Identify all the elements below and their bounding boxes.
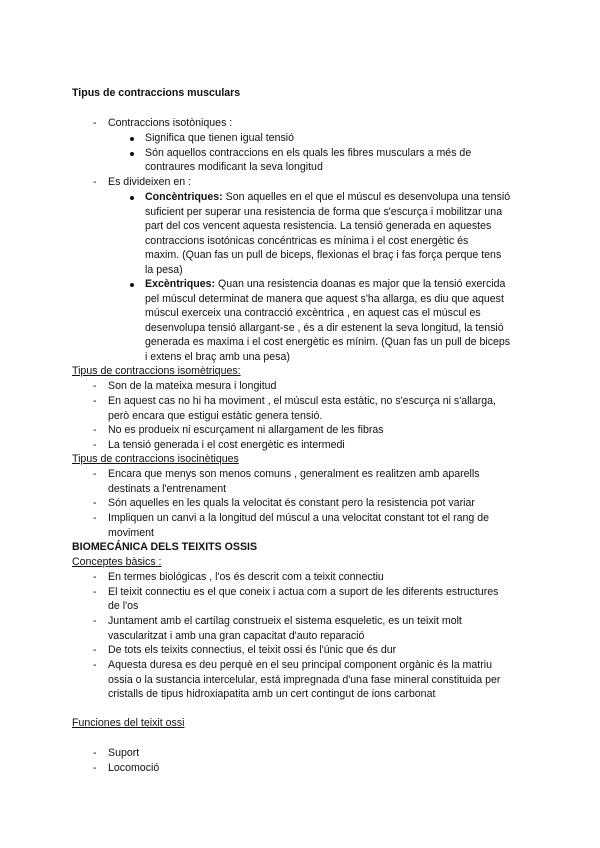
dash-bullet: -: [93, 395, 97, 407]
section-title: BIOMECÁNICA DELS TEIXITS OSSIS: [72, 541, 258, 553]
list-item: Aquesta duresa es deu perquè en el seu principal component orgànic és la matriu: [108, 659, 492, 671]
bullet-dot: [130, 196, 134, 200]
list-item: Son de la mateixa mesura i longitud: [108, 380, 277, 392]
term-text: Quan una resistencia doanas es major que la tensió exercida: [215, 278, 506, 290]
list-item: De tots els teixits connectius, el teixit ossi és l'únic que és dur: [108, 644, 397, 656]
list-item-cont: múscul exerceix una contracció excèntrica , en aquest cas el múscul es: [145, 307, 481, 319]
dash-bullet: -: [93, 512, 97, 524]
list-item: El teixit connectiu es el que coneix i actua com a suport de les diferents estructures: [108, 585, 499, 598]
list-item: Juntament amb el cartílag construeix el sistema esqueletic, es un teixit molt: [108, 615, 462, 627]
bullet-dot: [130, 152, 134, 156]
term-label: Excèntriques:: [145, 278, 216, 290]
dash-bullet: -: [93, 585, 97, 598]
term-label: Concèntriques:: [145, 191, 223, 203]
dash-bullet: -: [93, 615, 97, 627]
list-item: Són aquelles en les quals la velocitat és constant pero la resistencia pot variar: [108, 497, 475, 509]
list-item: No es produeix ni escurçament ni allargament de les fibras: [108, 424, 384, 436]
list-item-cont: destinats a l'entrenament: [108, 482, 227, 495]
list-item: En termes biológicas , l'os és descrit com a teixit connectiu: [108, 571, 384, 583]
list-item-cont: maxim. (Quan fas un pull de biceps, flexionas el braç i fas força perque tens: [145, 249, 502, 261]
list-item: La tensió generada i el cost energètic es intermedi: [108, 438, 345, 451]
list-item-cont: la pesa): [145, 263, 183, 276]
list-item-cont: moviment: [108, 526, 154, 539]
list-item-cont: ossia o la sustancia intercelular, está impregnada d'una fase mineral constituida per: [108, 673, 501, 686]
dash-bullet: -: [93, 497, 97, 509]
list-item-cont: contraccions isotónicas concéntricas es mínima i el cost energètic és: [145, 234, 469, 247]
section-title: Tipus de contraccions isocinètiques: [72, 453, 239, 465]
list-item: Es divideixen en :: [108, 176, 192, 188]
list-item-cont: desenvolupa tensió allargant-se , és a dir estenent la seva longitud, la tensió: [145, 321, 504, 334]
section-title: Funciones del teixit ossi: [72, 717, 185, 729]
list-item: Són aquellos contraccions en els quals les fibres musculars a més de: [145, 147, 472, 159]
list-item-cont: de l'os: [108, 600, 139, 612]
list-item-cont: contraures modificant la seva longitud: [145, 161, 323, 173]
dash-bullet: -: [93, 659, 97, 671]
dash-bullet: -: [93, 380, 97, 392]
list-item: [145, 277, 505, 292]
list-item: En aquest cas no hi ha moviment , el múscul esta estàtic, no s'escurça ni s'allarga,: [108, 395, 496, 407]
list-item: Contraccions isotòniques :: [108, 117, 233, 129]
list-item-cont: pel múscul determinat de manera que aquest s'ha allarga, es diu que aquest: [145, 292, 504, 305]
dash-bullet: -: [93, 468, 97, 480]
list-item-cont: generada es maxima i el cost energètic es mínim. (Quan fas un pull de biceps: [145, 336, 511, 348]
dash-bullet: -: [93, 762, 97, 774]
list-item: Significa que tienen igual tensió: [145, 132, 295, 144]
term-text: Son aquelles en el que el múscul es desenvolupa una tensió: [222, 191, 511, 203]
list-item-cont: vascularitzat i amb una gran capacitat d'auto reparació: [108, 629, 365, 642]
list-item-cont: suficient per superar una resistencia de forma que s'escurça i mobilitzar una: [145, 205, 503, 218]
dash-bullet: -: [93, 117, 97, 129]
section-subtitle: Conceptes bàsics :: [72, 556, 162, 568]
list-item: Encara que menys son menos comuns , generalment es realitzen amb aparells: [108, 468, 480, 480]
list-item: Suport: [108, 747, 140, 759]
list-item-cont: però encara que estigui estàtic genera tensió.: [108, 409, 323, 422]
bullet-dot: [130, 283, 134, 287]
dash-bullet: -: [93, 176, 97, 188]
dash-bullet: -: [93, 747, 97, 759]
dash-bullet: -: [93, 438, 97, 451]
list-item: Locomoció: [108, 762, 160, 774]
bullet-dot: [130, 137, 134, 141]
list-item-cont: cristalls de tipus hidroxiapatita amb un cert contingut de ions carbonat: [108, 688, 436, 700]
list-item-cont: i extens el braç amb una pesa): [145, 350, 290, 363]
dash-bullet: -: [93, 644, 97, 656]
list-item: Impliquen un canvi a la longitud del múscul a una velocitat constant tot el rang de: [108, 512, 490, 524]
section-title: Tipus de contraccions musculars: [72, 87, 241, 99]
dash-bullet: -: [93, 571, 97, 583]
list-item: [145, 190, 510, 205]
dash-bullet: -: [93, 424, 97, 436]
list-item-cont: part del cos vencent aquesta resistencia. La tensió generada en aquestes: [145, 220, 492, 232]
section-title: Tipus de contraccions isomètriques:: [72, 365, 241, 377]
